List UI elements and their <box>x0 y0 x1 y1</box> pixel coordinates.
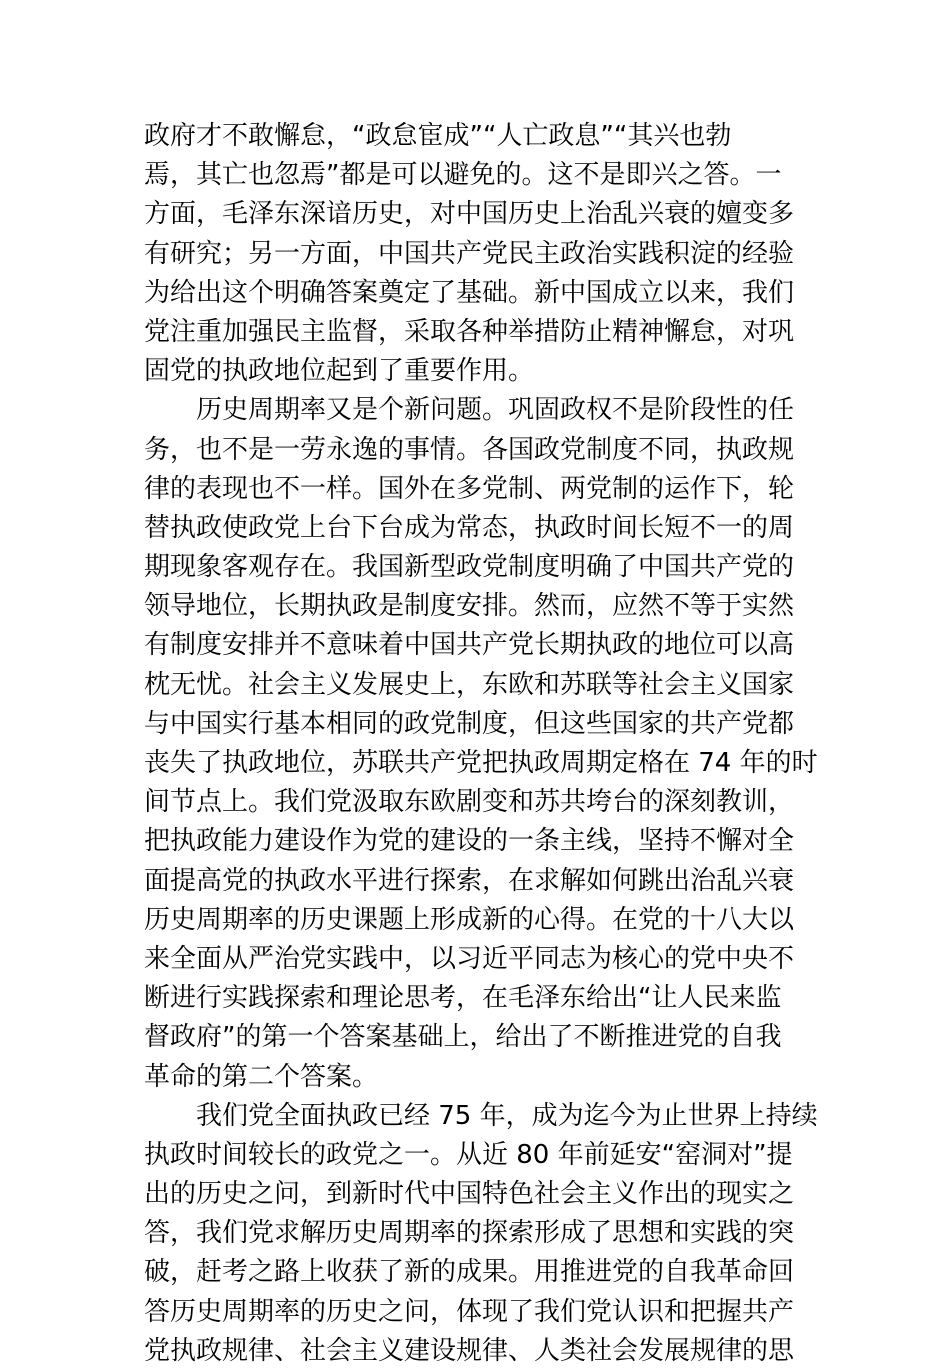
text-line: 答历史周期率的历史之问，体现了我们党认识和把握共产 <box>144 1296 795 1327</box>
text-line: 与中国实行基本相同的政党制度，但这些国家的共产党都 <box>144 708 795 739</box>
text-line: 历史周期率的历史课题上形成新的心得。在党的十八大以 <box>144 904 795 935</box>
text-line: 政府才不敢懈怠，“政怠宦成”“人亡政息”“其兴也勃 <box>144 121 732 151</box>
text-line: 我们党全面执政已经 75 年，成为迄今为止世界上持续 <box>196 1100 818 1131</box>
text-line: 断进行实践探索和理论思考，在毛泽东给出“让人民来监 <box>144 983 782 1014</box>
text-line: 出的历史之问，到新时代中国特色社会主义作出的现实之 <box>144 1179 795 1210</box>
text-line: 革命的第二个答案。 <box>144 1061 379 1092</box>
paragraph-1 <box>144 117 809 391</box>
text-line: 有制度安排并不意味着中国共产党长期执政的地位可以高 <box>144 630 795 661</box>
paragraph-3 <box>144 1097 818 1371</box>
text-line: 为给出这个明确答案奠定了基础。新中国成立以来，我们 <box>144 277 795 308</box>
text-line: 答，我们党求解历史周期率的探索形成了思想和实践的突 <box>144 1218 795 1249</box>
text-line: 有研究；另一方面，中国共产党民主政治实践积淀的经验 <box>144 238 795 269</box>
text-line: 务，也不是一劳永逸的事情。各国政党制度不同，执政规 <box>144 434 795 465</box>
text-line: 丧失了执政地位，苏联共产党把执政周期定格在 74 年的时 <box>144 748 818 778</box>
text-line: 历史周期率又是个新问题。巩固政权不是阶段性的任 <box>196 395 795 426</box>
body-text <box>144 117 818 1371</box>
text-line: 党执政规律、社会主义建设规律、人类社会发展规律的思 <box>144 1335 795 1366</box>
text-line: 执政时间较长的政党之一。从近 80 年前延安“窑洞对”提 <box>144 1139 793 1170</box>
text-line: 督政府”的第一个答案基础上，给出了不断推进党的自我 <box>144 1022 782 1053</box>
text-line: 替执政使政党上台下台成为常态，执政时间长短不一的周 <box>144 512 795 543</box>
text-line: 面提高党的执政水平进行探索，在求解如何跳出治乱兴衰 <box>144 865 795 896</box>
text-line: 间节点上。我们党汲取东欧剧变和苏共垮台的深刻教训， <box>144 787 795 818</box>
text-line: 枕无忧。社会主义发展史上，东欧和苏联等社会主义国家 <box>144 669 795 700</box>
paragraph-2 <box>144 391 818 1096</box>
text-line: 焉，其亡也忽焉”都是可以避免的。这不是即兴之答。一 <box>144 160 782 191</box>
text-line: 固党的执政地位起到了重要作用。 <box>144 356 535 387</box>
text-line: 方面，毛泽东深谙历史，对中国历史上治乱兴衰的嬗变多 <box>144 199 795 230</box>
text-line: 来全面从严治党实践中，以习近平同志为核心的党中央不 <box>144 943 795 974</box>
text-line: 律的表现也不一样。国外在多党制、两党制的运作下，轮 <box>144 473 795 504</box>
text-line: 把执政能力建设作为党的建设的一条主线，坚持不懈对全 <box>144 826 795 857</box>
text-line: 领导地位，长期执政是制度安排。然而，应然不等于实然 <box>144 591 795 622</box>
text-line: 破，赶考之路上收获了新的成果。用推进党的自我革命回 <box>144 1257 795 1288</box>
text-line: 党注重加强民主监督，采取各种举措防止精神懈怠，对巩 <box>144 316 795 347</box>
text-line: 期现象客观存在。我国新型政党制度明确了中国共产党的 <box>144 552 795 583</box>
